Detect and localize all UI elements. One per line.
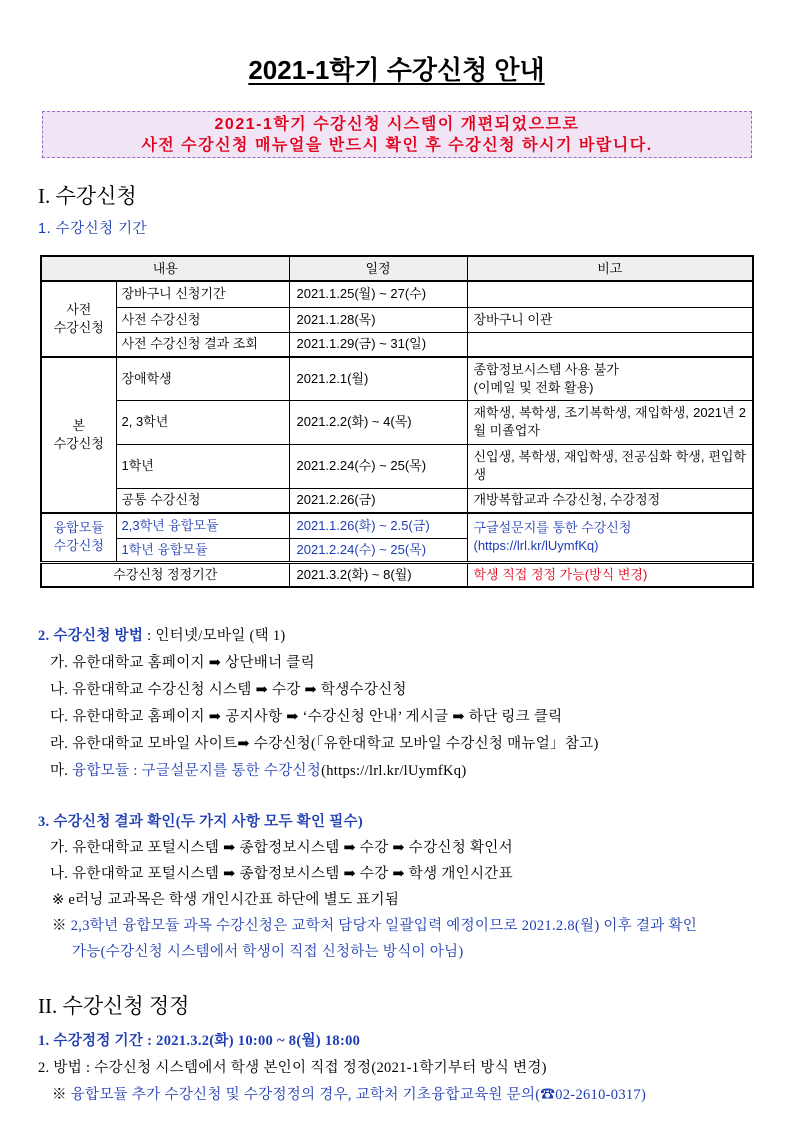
- method-item: 다. 유한대학교 홈페이지 ➡ 공지사항 ➡ ‘수강신청 안내’ 게시글 ➡ 하단 링크 클릭: [50, 709, 563, 725]
- note-fusion: [38, 913, 768, 939]
- result-heading: 3. 수강신청 결과 확인(두 가지 사항 모두 확인 필수): [38, 814, 363, 830]
- table-row: [41, 513, 753, 538]
- remarks-line: 구글설문지를 통한 수강신청: [473, 520, 632, 536]
- group-label-line: 수강신청: [53, 538, 104, 554]
- remarks-cell: [467, 281, 753, 307]
- date-cell: 2021.2.26(금): [289, 488, 467, 513]
- method-item: 나. 유한대학교 수강신청 시스템 ➡ 수강 ➡ 학생수강신청: [50, 682, 407, 698]
- note-mark: ※: [52, 1087, 67, 1103]
- remarks-cell: 개방복합교과 수강신청, 수강정정: [467, 488, 753, 513]
- group-label-line: 융합모듈: [53, 520, 104, 536]
- method-item: 라. 유한대학교 모바일 사이트➡ 수강신청(「유한대학교 모바일 수강신청 매뉴얼」참고): [50, 736, 599, 752]
- item-cell: 사전 수강신청: [116, 307, 289, 332]
- table-header-row: [41, 256, 753, 281]
- section-2-heading: II. 수강신청 정정: [38, 994, 190, 1018]
- method-heading-detail: : 인터넷/모바일 (택 1): [147, 628, 286, 644]
- note-text: 2,3학년 융합모듈 과목 수강신청은 교학처 담당자 일괄입력 예정이므로 2021.2.8(월) 이후 결과 확인: [70, 918, 698, 934]
- item-cell: 사전 수강신청 결과 조회: [116, 332, 289, 357]
- item-cell: 장바구니 신청기간: [116, 281, 289, 307]
- notice-box: [42, 111, 752, 158]
- method-heading: [38, 623, 768, 650]
- result-section: [38, 809, 768, 965]
- date-cell: 2021.2.1(월): [289, 357, 467, 400]
- result-item: 나. 유한대학교 포털시스템 ➡ 종합정보시스템 ➡ 수강 ➡ 학생 개인시간표: [50, 866, 513, 882]
- table-row: [41, 488, 753, 513]
- remarks-line: (이메일 및 전화 활용): [473, 379, 594, 395]
- correction-note: [38, 1082, 768, 1109]
- remarks-line: (https://lrl.kr/lUymfKq): [473, 538, 599, 554]
- section-1-heading: I. 수강신청: [38, 184, 137, 208]
- note-fusion-continued: 가능(수강신청 시스템에서 학생이 직접 신청하는 방식이 아님): [72, 944, 464, 960]
- table-row-correction: [41, 562, 753, 587]
- group-label-fusion: [41, 513, 116, 562]
- method-heading-label: 2. 수강신청 방법: [38, 628, 144, 644]
- notice-line-1: 2021-1학기 수강신청 시스템이 개편되었으므로: [214, 116, 580, 133]
- remarks-cell: 재학생, 복학생, 조기복학생, 재입학생, 2021년 2월 미졸업자: [467, 400, 753, 444]
- note-text: 융합모듈 추가 수강신청 및 수강정정의 경우, 교학처 기초융합교육원 문의(☎02-2610-0317): [70, 1087, 647, 1103]
- header-content: 내용: [41, 256, 289, 281]
- method-item-fusion: [38, 758, 768, 785]
- correction-section: [38, 1028, 768, 1109]
- note-elearning: [38, 887, 768, 913]
- date-cell: 2021.2.2(화) ~ 4(목): [289, 400, 467, 444]
- method-section: [38, 623, 768, 785]
- correction-method: 2. 방법 : 수강신청 시스템에서 학생 본인이 직접 정정(2021-1학기부터 방식 변경): [38, 1060, 547, 1076]
- method-item-url: (https://lrl.kr/lUymfKq): [321, 763, 467, 779]
- group-label-line: 본: [72, 418, 86, 433]
- method-item-highlight: 융합모듈 : 구글설문지를 통한 수강신청: [72, 763, 322, 779]
- remarks-cell: 학생 직접 정정 가능(방식 변경): [467, 562, 753, 587]
- table-row: [41, 332, 753, 357]
- correction-label-cell: 수강신청 정정기간: [41, 562, 289, 587]
- group-label-main: [41, 357, 116, 513]
- date-cell: 2021.3.2(화) ~ 8(월): [289, 562, 467, 587]
- date-cell: 2021.1.26(화) ~ 2.5(금): [289, 513, 467, 538]
- header-remarks: 비고: [467, 256, 753, 281]
- group-label-line: 수강신청: [53, 436, 104, 451]
- document-title-text: 2021-1학기 수강신청 안내: [248, 55, 545, 85]
- result-item: 가. 유한대학교 포털시스템 ➡ 종합정보시스템 ➡ 수강 ➡ 수강신청 확인서: [50, 840, 513, 856]
- table-row: [41, 400, 753, 444]
- item-cell: 1학년: [116, 444, 289, 488]
- item-cell: 1학년 융합모듈: [116, 538, 289, 562]
- document-title: [0, 53, 793, 87]
- remarks-cell: [467, 357, 753, 400]
- method-item: 가. 유한대학교 홈페이지 ➡ 상단배너 클릭: [50, 655, 315, 671]
- table-row: [41, 357, 753, 400]
- period-heading: 1. 수강신청 기간: [38, 221, 148, 237]
- date-cell: 2021.2.24(수) ~ 25(목): [289, 538, 467, 562]
- remarks-cell: [467, 332, 753, 357]
- note-mark: ※: [52, 892, 65, 908]
- table-row: [41, 307, 753, 332]
- notice-line-2: 사전 수강신청 매뉴얼을 반드시 확인 후 수강신청 하시기 바랍니다.: [141, 137, 653, 154]
- group-label-pre: [41, 281, 116, 357]
- item-cell: 2,3학년 융합모듈: [116, 513, 289, 538]
- date-cell: 2021.1.25(월) ~ 27(수): [289, 281, 467, 307]
- table-row: [41, 444, 753, 488]
- group-label-line: 수강신청: [53, 320, 104, 335]
- remarks-cell: 장바구니 이관: [467, 307, 753, 332]
- remarks-line: 종합정보시스템 사용 불가: [473, 361, 619, 377]
- item-cell: 공통 수강신청: [116, 488, 289, 513]
- method-item-marker: 마.: [50, 763, 69, 779]
- date-cell: 2021.1.29(금) ~ 31(일): [289, 332, 467, 357]
- group-label-line: 사전: [66, 302, 92, 317]
- correction-period: 1. 수강정정 기간 : 2021.3.2(화) 10:00 ~ 8(월) 18:00: [38, 1033, 361, 1049]
- date-cell: 2021.2.24(수) ~ 25(목): [289, 444, 467, 488]
- schedule-table: [40, 255, 754, 588]
- item-cell: 2, 3학년: [116, 400, 289, 444]
- remarks-cell: [467, 513, 753, 562]
- item-cell: 장애학생: [116, 357, 289, 400]
- note-mark: ※: [52, 918, 67, 934]
- date-cell: 2021.1.28(목): [289, 307, 467, 332]
- header-schedule: 일정: [289, 256, 467, 281]
- table-row: [41, 281, 753, 307]
- remarks-cell: 신입생, 복학생, 재입학생, 전공심화 학생, 편입학생: [467, 444, 753, 488]
- note-text: e러닝 교과목은 학생 개인시간표 하단에 별도 표기됨: [68, 892, 400, 908]
